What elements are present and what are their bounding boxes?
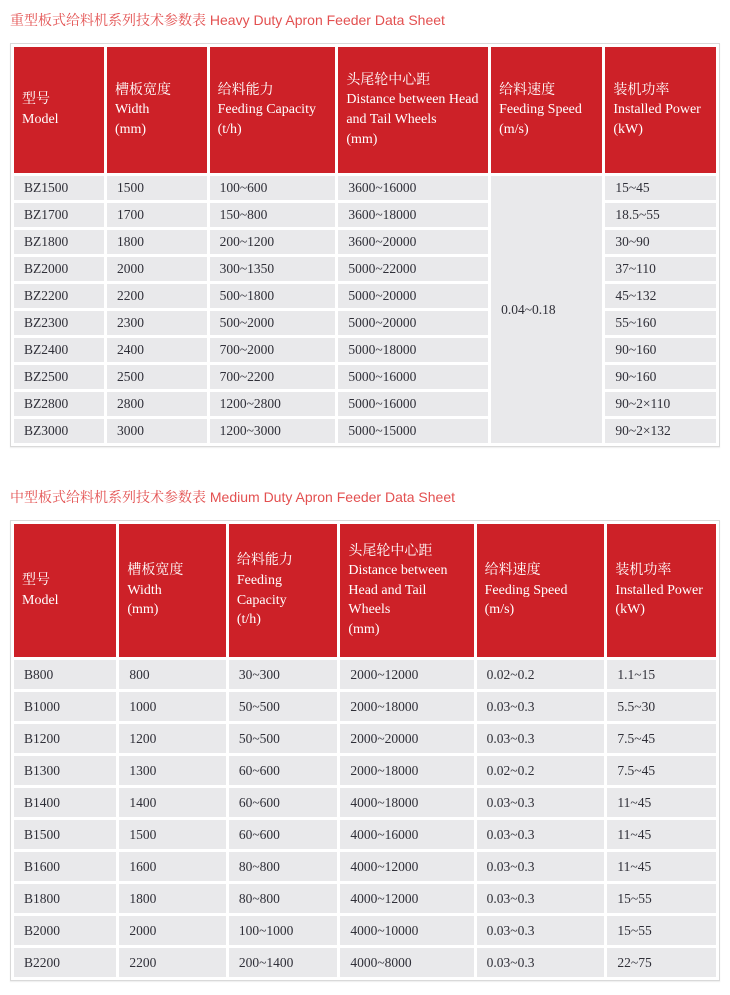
column-header [14, 47, 104, 173]
heavy-duty-table [10, 43, 720, 447]
medium-duty-table-host [10, 520, 720, 981]
table-cell: 500~1800 [210, 284, 336, 308]
table-row [14, 788, 716, 817]
table-cell: 4000~10000 [340, 916, 473, 945]
table-cell: BZ2800 [14, 392, 104, 416]
table-cell: 3000 [107, 419, 207, 443]
table-cell: 0.03~0.3 [477, 948, 605, 977]
column-header [605, 47, 716, 173]
table-cell: 55~160 [605, 311, 716, 335]
table-cell: 2000~18000 [340, 756, 473, 785]
table-row [14, 724, 716, 753]
table-cell: 80~800 [229, 884, 338, 913]
table-cell: 0.03~0.3 [477, 788, 605, 817]
heavy-duty-title-zh: 重型板式给料机系列技术参数表 [10, 12, 206, 28]
table-cell: 2200 [119, 948, 225, 977]
table-row [14, 203, 716, 227]
table-cell: B1400 [14, 788, 116, 817]
table-cell: 500~2000 [210, 311, 336, 335]
column-header-line: Head and Tail [348, 582, 427, 598]
column-header [210, 47, 336, 173]
medium-duty-table [10, 520, 720, 981]
table-cell: 2500 [107, 365, 207, 389]
table-cell: 2400 [107, 338, 207, 362]
table-cell: 2800 [107, 392, 207, 416]
medium-duty-title [10, 447, 720, 507]
table-cell: 5.5~30 [607, 692, 716, 721]
table-row [14, 419, 716, 443]
table-cell: 5000~18000 [338, 338, 488, 362]
column-header-line: 头尾轮中心距 [346, 72, 431, 88]
table-cell: BZ2300 [14, 311, 104, 335]
table-cell: B1500 [14, 820, 116, 849]
table-row [14, 392, 716, 416]
column-header-line: (t/h) [217, 121, 242, 137]
table-cell: 700~2000 [210, 338, 336, 362]
table-cell: 15~45 [605, 176, 716, 200]
table-cell: 1800 [107, 230, 207, 254]
table-cell: 5000~20000 [338, 311, 488, 335]
table-row [14, 820, 716, 849]
table-row [14, 176, 716, 200]
table-cell: 100~600 [210, 176, 336, 200]
column-header [491, 47, 602, 173]
column-header-line: Feeding Speed [499, 102, 582, 118]
column-header-line: Feeding Capacity [217, 102, 316, 118]
column-header-line: (kW) [613, 121, 643, 137]
column-header-line: Installed Power [615, 582, 703, 598]
column-header [340, 524, 473, 657]
table-cell: B1800 [14, 884, 116, 913]
table-cell: 2000~18000 [340, 692, 473, 721]
table-cell: 3600~20000 [338, 230, 488, 254]
table-cell: 80~800 [229, 852, 338, 881]
column-header-line: 装机功率 [613, 82, 670, 98]
table-cell: 2000~12000 [340, 660, 473, 689]
table-cell: 3600~16000 [338, 176, 488, 200]
heavy-duty-table-host [10, 43, 720, 447]
table-cell: 3600~18000 [338, 203, 488, 227]
table-cell: 100~1000 [229, 916, 338, 945]
table-row [14, 884, 716, 913]
table-row [14, 230, 716, 254]
column-header-line: (m/s) [484, 602, 515, 618]
column-header-line: 型号 [22, 92, 50, 108]
table-cell: 0.02~0.2 [477, 756, 605, 785]
table-row [14, 660, 716, 689]
table-cell: 0.03~0.3 [477, 916, 605, 945]
column-header-line: Feeding Speed [484, 582, 568, 598]
table-cell: 150~800 [210, 203, 336, 227]
table-cell: 0.03~0.3 [477, 852, 605, 881]
table-cell: 200~1400 [229, 948, 338, 977]
table-cell: BZ1700 [14, 203, 104, 227]
table-cell: B1300 [14, 756, 116, 785]
column-header-line: (kW) [615, 602, 645, 618]
table-cell: 4000~18000 [340, 788, 473, 817]
table-cell: B2200 [14, 948, 116, 977]
table-cell: 1200~3000 [210, 419, 336, 443]
heavy-duty-section [10, 2, 720, 447]
table-cell: 2000~20000 [340, 724, 473, 753]
table-cell: B1200 [14, 724, 116, 753]
table-cell: 5000~22000 [338, 257, 488, 281]
column-header [229, 524, 338, 657]
table-cell: 5000~15000 [338, 419, 488, 443]
table-cell: BZ2500 [14, 365, 104, 389]
feeding-speed-merged-cell: 0.04~0.18 [491, 176, 602, 443]
table-cell: 0.03~0.3 [477, 724, 605, 753]
table-cell: 15~55 [607, 884, 716, 913]
column-header-line: 头尾轮中心距 [348, 543, 433, 559]
table-cell: 90~160 [605, 365, 716, 389]
table-cell: 2000 [107, 257, 207, 281]
column-header-line: 给料能力 [217, 82, 274, 98]
table-row [14, 948, 716, 977]
table-cell: 4000~16000 [340, 820, 473, 849]
table-cell: 5000~16000 [338, 392, 488, 416]
table-cell: 30~90 [605, 230, 716, 254]
column-header-line: Width [127, 582, 162, 598]
column-header-line: Distance between [348, 563, 448, 579]
table-cell: 800 [119, 660, 225, 689]
column-header-line: 装机功率 [615, 563, 672, 579]
table-cell: 90~160 [605, 338, 716, 362]
table-cell: BZ1500 [14, 176, 104, 200]
column-header-line: Feeding Capacity [236, 572, 287, 608]
table-cell: B1000 [14, 692, 116, 721]
table-cell: 50~500 [229, 692, 338, 721]
table-cell: 1400 [119, 788, 225, 817]
table-cell: 60~600 [229, 820, 338, 849]
medium-duty-title-zh: 中型板式给料机系列技术参数表 [10, 489, 206, 505]
medium-duty-title-en: Medium Duty Apron Feeder Data Sheet [209, 489, 456, 505]
table-cell: 60~600 [229, 756, 338, 785]
table-cell: BZ2200 [14, 284, 104, 308]
column-header-line: 型号 [22, 572, 50, 588]
column-header-line: 槽板宽度 [114, 82, 171, 98]
table-cell: 18.5~55 [605, 203, 716, 227]
column-header-line: (t/h) [236, 612, 261, 628]
header-row [14, 47, 716, 173]
table-cell: 200~1200 [210, 230, 336, 254]
table-cell: 5000~16000 [338, 365, 488, 389]
table-cell: 4000~12000 [340, 852, 473, 881]
column-header-line: Distance between Head [346, 92, 479, 108]
table-row [14, 365, 716, 389]
column-header-line: 槽板宽度 [127, 563, 184, 579]
column-header-line: (mm) [346, 131, 378, 147]
table-row [14, 852, 716, 881]
column-header [607, 524, 716, 657]
table-cell: 2300 [107, 311, 207, 335]
table-cell: 1500 [119, 820, 225, 849]
table-cell: 90~2×132 [605, 419, 716, 443]
table-cell: 0.02~0.2 [477, 660, 605, 689]
table-cell: 11~45 [607, 820, 716, 849]
table-cell: B2000 [14, 916, 116, 945]
column-header-line: (m/s) [499, 121, 529, 137]
table-cell: 700~2200 [210, 365, 336, 389]
column-header [14, 524, 116, 657]
data-sheet-page [10, 2, 720, 981]
table-cell: 1200 [119, 724, 225, 753]
table-cell: 50~500 [229, 724, 338, 753]
table-cell: B800 [14, 660, 116, 689]
table-cell: 0.03~0.3 [477, 884, 605, 913]
table-cell: 0.03~0.3 [477, 692, 605, 721]
column-header-line: (mm) [114, 121, 147, 137]
table-cell: 1000 [119, 692, 225, 721]
table-cell: 7.5~45 [607, 756, 716, 785]
column-header-line: 给料速度 [499, 82, 556, 98]
column-header [119, 524, 225, 657]
table-cell: 1600 [119, 852, 225, 881]
table-row [14, 338, 716, 362]
table-cell: 1700 [107, 203, 207, 227]
table-cell: 1200~2800 [210, 392, 336, 416]
column-header-line: Model [22, 112, 59, 127]
table-row [14, 916, 716, 945]
heavy-duty-title-en: Heavy Duty Apron Feeder Data Sheet [209, 12, 445, 28]
medium-duty-section [10, 447, 720, 981]
table-cell: 90~2×110 [605, 392, 716, 416]
table-cell: 1800 [119, 884, 225, 913]
table-cell: 15~55 [607, 916, 716, 945]
table-cell: 2200 [107, 284, 207, 308]
table-cell: 1300 [119, 756, 225, 785]
table-cell: 1.1~15 [607, 660, 716, 689]
table-row [14, 756, 716, 785]
table-cell: B1600 [14, 852, 116, 881]
table-cell: 45~132 [605, 284, 716, 308]
column-header [338, 47, 488, 173]
column-header-line: Width [114, 102, 150, 118]
table-cell: 1500 [107, 176, 207, 200]
table-cell: 37~110 [605, 257, 716, 281]
column-header-line: 给料速度 [484, 563, 541, 579]
table-cell: BZ2000 [14, 257, 104, 281]
table-cell: 2000 [119, 916, 225, 945]
table-cell: 30~300 [229, 660, 338, 689]
table-cell: BZ2400 [14, 338, 104, 362]
column-header-line: 给料能力 [236, 553, 293, 569]
table-cell: 4000~12000 [340, 884, 473, 913]
column-header [477, 524, 605, 657]
column-header-line: Model [22, 592, 59, 608]
header-row [14, 524, 716, 657]
table-cell: 0.03~0.3 [477, 820, 605, 849]
table-cell: 60~600 [229, 788, 338, 817]
table-cell: 11~45 [607, 788, 716, 817]
column-header-line: (mm) [127, 602, 159, 618]
table-cell: BZ3000 [14, 419, 104, 443]
table-cell: 4000~8000 [340, 948, 473, 977]
table-cell: 5000~20000 [338, 284, 488, 308]
column-header-line: and Tail Wheels [346, 112, 437, 127]
table-cell: 22~75 [607, 948, 716, 977]
table-cell: 11~45 [607, 852, 716, 881]
table-row [14, 284, 716, 308]
column-header-line: (mm) [348, 621, 380, 637]
heavy-duty-title [10, 2, 720, 30]
column-header-line: Installed Power [613, 102, 701, 118]
column-header-line: Wheels [348, 602, 391, 618]
table-row [14, 257, 716, 281]
table-row [14, 311, 716, 335]
table-cell: 300~1350 [210, 257, 336, 281]
table-row [14, 692, 716, 721]
column-header [107, 47, 207, 173]
table-cell: 7.5~45 [607, 724, 716, 753]
table-cell: BZ1800 [14, 230, 104, 254]
